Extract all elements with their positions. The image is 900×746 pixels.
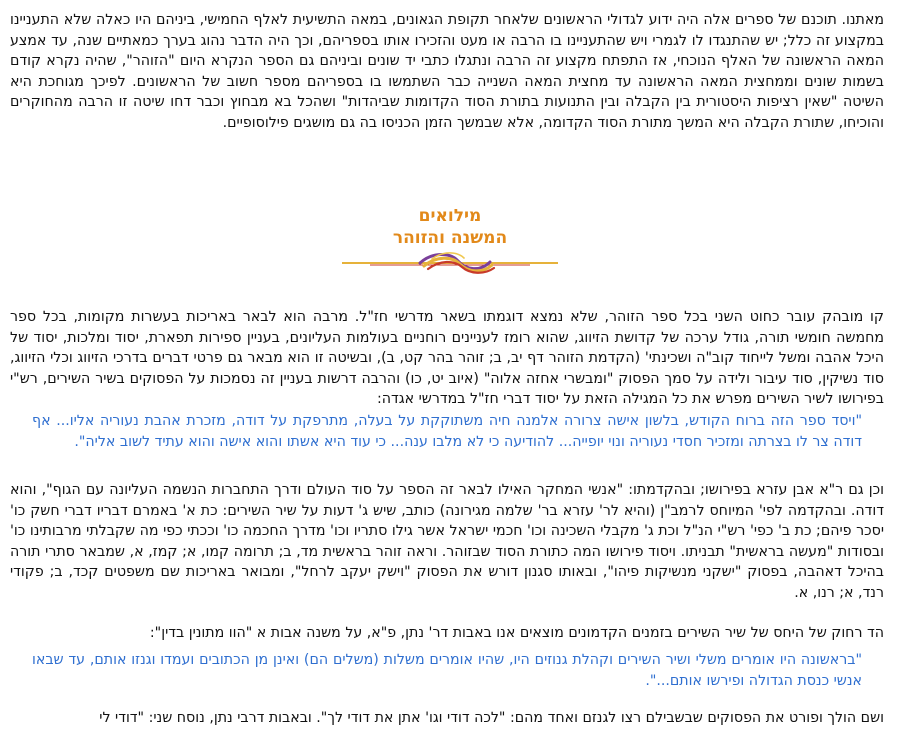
paragraph-closing: ושם הולך ופורט את הפסוקים שבשבילם רצו לגנזם ואחד מהם: "לכה דודי וגו' אתן את דודי לך". ובאבות דרבי נתן, נוסח שני: "דודי לי	[99, 710, 884, 726]
quote-avot-drabbi-natan: "בראשונה היו אומרים משלי ושיר השירים וקהלת גנוזים היו, שהיו אומרים משלות (משלים הם) ואינן מן הכתובים ועמדו וגנזו אותם, עד שבאו אנשי כנסת הגדולה ופירשו אותם...".	[32, 652, 862, 689]
section-title-line-1: מילואים	[418, 206, 482, 226]
intro-paragraph: מאתנו. תוכנם של ספרים אלה היה ידוע לגדולי הראשונים שלאחר תקופת הגאונים, במאה התשיעית לאלף החמישי, ביניהם היו כאלה שלא התעניינו במקצוע זה כלל; יש שהתנגדו לו לגמרי ויש שהתעניינו בו הרבה או מעט והזכירו אותו בספריהם, וכך היה הדבר נהוג בערך כמאתיים שנה, עד אמצע המאה הראשונה של האלף הנוכחי, אז התפתח מקצוע זה הרבה ונתגלו כתבי יד שונים וביניהם גם הספר הנקרא היום "הזוהר", שהיה נקרא קודם בשמות שונים וממחצית המאה הראשונה עד מחצית המאה השנייה כבר השתמשו בו בספריהם מספר חשוב של הראשונים. לפיכך מגוחכת היא השיטה "שאין רציפות היסטורית בין הקבלה ובין התנועות בתורת הסוד הקדומות שביהדות" ושהכל בא מבחוץ וכבר דחו שיטה זו הרבה מהחוקרים והוכיחו, שתורת הקבלה היא המשך מתורת הסוד הקדומה, אלא שבמשך הזמן הכניסו בה גם מושגים פילוסופיים.	[10, 12, 884, 131]
paragraph-avot-drabbi-natan: הד רחוק של היחס של שיר השירים בזמנים הקדמונים מוצאים אנו באבות דר' נתן, פ"א, על משנה אבות א "הוו מתונין בדין":	[149, 625, 884, 641]
paragraph-ibn-ezra: וכן גם ר"א אבן עזרא בפירושו; ובהקדמתו: "אנשי המחקר האילו לבאר זה הספר על סוד העולם ודרך התחברות הנשמה העליונה עם הגוף", והוא דודה. ובהקדמה לפי' המיוחס לרמב"ן (והיא לר' עזרא בר' שלמה מגירונה) כותב, שיש ג' דעות על שיר השירים: כת א' באמרם דבריו דברי חשק כו' יסכר פיהם; כת ב' כפי' רש"י הנ"ל וכת ג' מקבלי השכינה וכו' חכמי ישראל אשר גילו סתריו וכו' מדרך החכמה כו' וככתי כפי מה שקבלתי מרבותינו כו' ובסודות "מעשה בראשית" תבניתו. ויסוד פירושו המה כתורת הסוד שבזוהר. וראה זוהר בראשית מד, ב; תרומה קמו, א; קמז, א, שמבאר סתרי תורה בהיכל דאהבה, בפסוק "ישקני מנשיקות פיהו", ובאותו סגנון דורש את הפסוק "וישק יעקב לרחל", ומבואר באריכות שם משפטים קכד, ב; פקודי רנד, א; רנו, א.	[10, 482, 884, 601]
paragraph-zohar-intro: קו מובהק עובר כחוט השני בכל ספר הזוהר, שלא נמצא דוגמתו בשאר מדרשי חז"ל. מרבה הוא לבאר באריכות בעשרות מקומות, בכל ספר מחמשה חומשי תורה, גודל ערכה של קדושת הזיווג, שהוא רומז לעניינים רוחניים בעולמות העליונים, בעניין ספירות תפארת, יסוד ומלכות, יסוד של היכל אהבה ומשל לייחוד קוב"ה ושכינתי' (הקדמת הזוהר דף יב, ב; זוהר בהר קט, ב), ובשיטה זו הוא מבאר גם פרטי דברים בדרכי הזיווג וכלי הזיווג, סוד נשיקין, סוד עיבור ולידה על סמך הפסוק "ומבשרי אחזה אלוה" (איוב יט, כו) והרבה דרשות בעניין זה נסמכות על הפסוקים בשיר השירים, רש"י בפירושו לשיר השירים מפרש את כל המגילה הזאת על יסוד דברי חז"ל במדרשי אגדה:	[10, 309, 884, 408]
section-title	[0, 205, 900, 249]
decorative-divider-icon	[340, 250, 560, 276]
section-title-line-2: המשנה והזוהר	[392, 228, 508, 248]
quote-rashi: "ויסד ספר הזה ברוח הקודש, בלשון אישה צרורה אלמנה חיה משתוקקת על בעלה, מתרפקת על דודה, מזכרת אהבת נעוריה אליו... אף דודה צר לו בצרתה ומזכיר חסדי נעוריה ונוי יופייה... להודיעה כי לא מלבו ענה... כי עוד היא אשתו והוא אישה והוא עתיד לשוב אליה".	[32, 413, 862, 450]
